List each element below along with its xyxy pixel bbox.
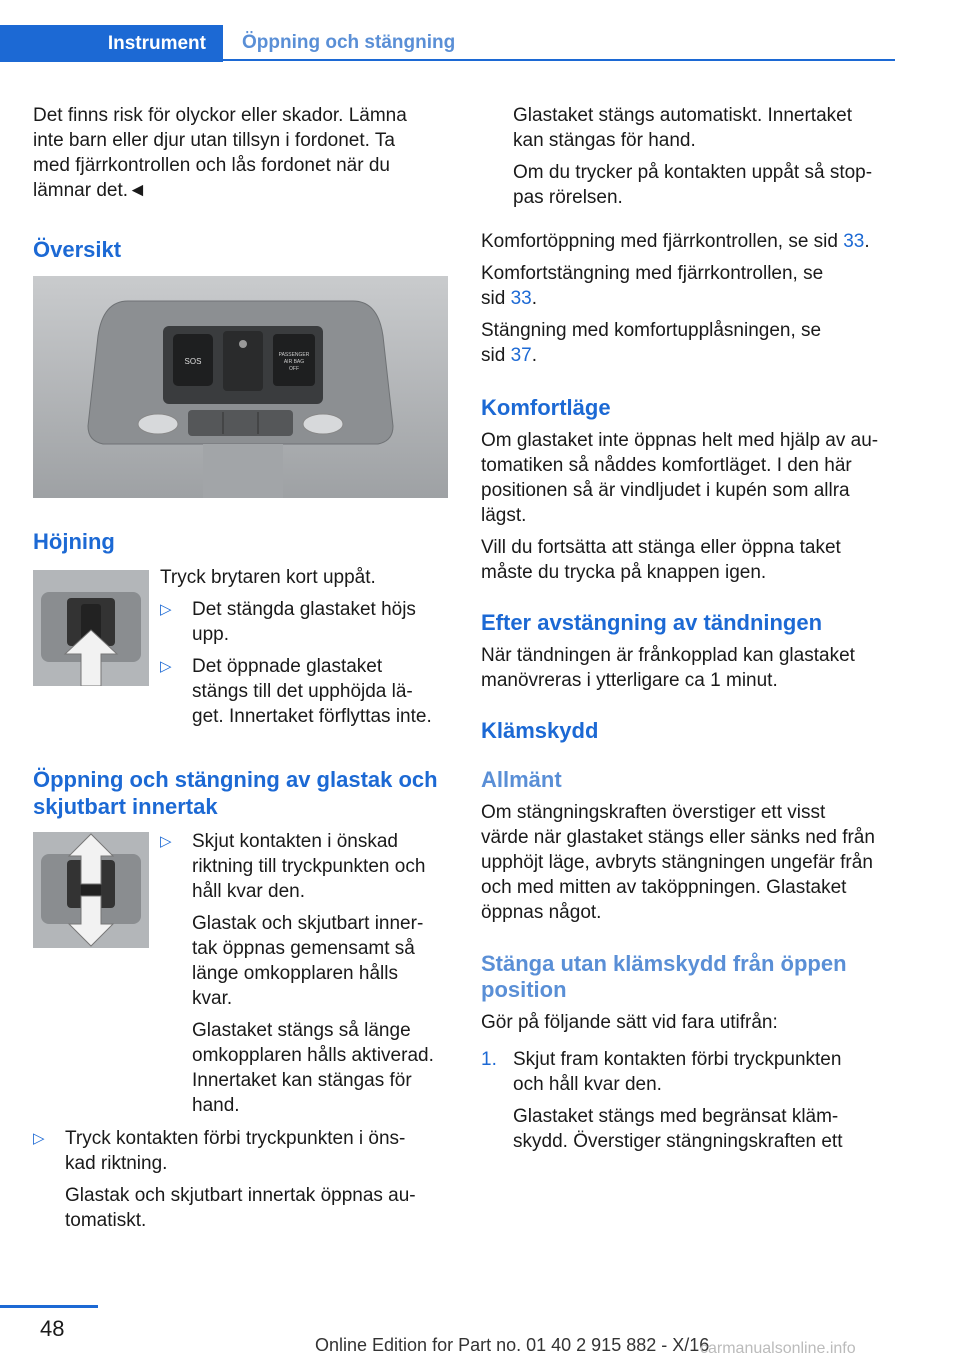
allmant-text (481, 800, 911, 925)
oppning-bullet-1 (160, 829, 455, 1125)
text-line: riktning till tryckpunkten och (192, 856, 426, 877)
text-line: måste du trycka på knappen igen. (481, 562, 767, 583)
text-line: och med mitten av taköppningen. Glastaket (481, 877, 847, 898)
text-line: Innertaket kan stängas för (192, 1070, 412, 1091)
airbag-label-2: AIR BAG (283, 359, 305, 365)
text-line: Om stängningskraften överstiger ett visst (481, 802, 826, 823)
reference-list (481, 229, 911, 368)
triangle-bullet-icon: ▷ (33, 1130, 45, 1147)
text-line: Skjut fram kontakten förbi tryckpunkten (513, 1049, 842, 1070)
text-line: kad riktning. (65, 1153, 168, 1174)
text-line: stängs till det upphöjda lä‐ (192, 681, 413, 702)
roof-console-illustration (33, 276, 448, 498)
text-line: Det öppnade glastaket (192, 656, 383, 677)
text-line: med fjärrkontrollen och lås fordonet när du (33, 155, 390, 176)
step-number: 1. (481, 1049, 497, 1070)
text-line: sid (481, 288, 511, 309)
text-line: Vill du fortsätta att stänga eller öppna taket (481, 537, 841, 558)
text-line: Glastaket stängs automatiskt. Innertaket (513, 105, 853, 126)
text-line: manövreras i ytterligare ca 1 minut. (481, 670, 778, 691)
tab-oppning-label: Öppning och stängning (242, 31, 456, 53)
reference-komfortoppning: Komfortöppning med fjärrkontrollen, se sid 33. (481, 231, 870, 252)
text-line: Glastaket stängs med begränsat kläm‐ (513, 1106, 839, 1127)
watermark: carmanualsonline.info (700, 1340, 856, 1357)
continued-bullet-text (513, 103, 913, 210)
heading-allmant: Allmänt (481, 767, 562, 792)
text-line: Komfortöppning med fjärrkontrollen, se sid (481, 231, 844, 252)
text-line: lägst. (481, 505, 527, 526)
text-line: Komfortstängning med fjärrkontrollen, se (481, 263, 824, 284)
text-line: positionen så är vindljudet i kupén som allra (481, 480, 850, 501)
heading-line: Stänga utan klämskydd från öppen (481, 951, 847, 976)
text-line: Det finns risk för olyckor eller skador. Lämna (33, 105, 407, 126)
text-line: Tryck kontakten förbi tryckpunkten i öns‐ (65, 1128, 406, 1149)
efter-text (481, 643, 911, 693)
text-line: Glastak och skjutbart innertak öppnas au‐ (65, 1185, 416, 1206)
airbag-label-3: OFF (289, 366, 299, 372)
tab-instrument-label: Instrument (107, 33, 206, 54)
komfortlage-text (481, 428, 911, 585)
heading-komfortlage: Komfortläge (481, 395, 611, 420)
overview-image (33, 276, 448, 498)
heading-oppning-stangning (33, 766, 463, 820)
footer-accent-line (0, 1305, 98, 1308)
text-line: och håll kvar den. (513, 1074, 662, 1095)
page-number: 48 (40, 1316, 65, 1341)
text-line: Glastaket stängs så länge (192, 1020, 411, 1041)
hojning-image (33, 570, 149, 686)
text-line: omkopplaren hålls aktiverad. (192, 1045, 434, 1066)
text-line: värde när glastaket stängs eller sänks ned från (481, 827, 875, 848)
text-line: Om glastaket inte öppnas helt med hjälp av au‐ (481, 430, 879, 451)
tab-instrument[interactable] (0, 25, 223, 62)
text-line: hand. (192, 1095, 240, 1116)
header-tabs (0, 25, 895, 62)
list-item (481, 1047, 911, 1161)
heading-line: skjutbart innertak (33, 794, 218, 819)
stanga-steps (481, 1047, 911, 1161)
heading-line: Öppning och stängning av glastak och (33, 767, 438, 792)
heading-hojning: Höjning (33, 529, 115, 554)
oppning-bullet-2 (33, 1126, 458, 1240)
heading-line: position (481, 977, 567, 1002)
triangle-bullet-icon: ▷ (160, 658, 172, 675)
list-item (160, 597, 455, 654)
text-line: tak öppnas gemensamt så (192, 938, 415, 959)
list-item (33, 1126, 458, 1240)
switch-both-illustration (33, 832, 149, 948)
text-line: Stängning med komfortupplåsningen, se (481, 320, 822, 341)
text-line: tomatiken så nåddes komfortläget. I den här (481, 455, 852, 476)
heading-efter-avstangning: Efter avstängning av tändningen (481, 610, 823, 635)
reference-komfortstangning: Komfortstängning med fjärrkontrollen, se sid 33. (481, 263, 824, 309)
tab-oppning-och-stangning[interactable] (242, 25, 455, 59)
oppning-image (33, 832, 149, 948)
text-line: skydd. Överstiger stängningskraften ett (513, 1131, 843, 1152)
text-line: Glastak och skjutbart inner‐ (192, 913, 424, 934)
triangle-bullet-icon: ▷ (160, 601, 172, 618)
hojning-content (160, 565, 455, 736)
text-line: kvar. (192, 988, 233, 1009)
text-line: sid (481, 345, 511, 366)
list-item (160, 654, 455, 736)
text-line: lämnar det.◄ (33, 180, 147, 201)
text-line: kan stängas för hand. (513, 130, 696, 151)
heading-stanga-utan-klamskydd (481, 951, 901, 1003)
text-line: Det stängda glastaket höjs (192, 599, 416, 620)
switch-up-illustration (33, 570, 149, 686)
text-line: upp. (192, 624, 229, 645)
text-line: pas rörelsen. (513, 187, 623, 208)
triangle-bullet-icon: ▷ (160, 833, 172, 850)
text-line: Skjut kontakten i önskad (192, 831, 398, 852)
text-line: När tändningen är frånkopplad kan glastaket (481, 645, 855, 666)
hojning-intro: Tryck brytaren kort uppåt. (160, 567, 376, 588)
edition-text: Online Edition for Part no. 01 40 2 915 882 - X/16 (315, 1335, 710, 1355)
intro-paragraph (33, 103, 453, 203)
text-line: Om du trycker på kontakten uppåt så stop‐ (513, 162, 873, 183)
text-line: get. Innertaket förflyttas inte. (192, 706, 432, 727)
page-link-37[interactable]: 37 (510, 345, 532, 366)
text-line: håll kvar den. (192, 881, 306, 902)
sos-label: SOS (184, 357, 202, 366)
text-line: upphöjt läge, avbryts stängningen ungefär från (481, 852, 873, 873)
page-link-33[interactable]: 33 (510, 288, 532, 309)
text-line: inte barn eller djur utan tillsyn i fordonet. Ta (33, 130, 395, 151)
airbag-label-1: PASSENGER (278, 352, 310, 358)
stanga-intro: Gör på följande sätt vid fara utifrån: (481, 1012, 778, 1033)
text-line: tomatiskt. (65, 1210, 147, 1231)
heading-klamskydd: Klämskydd (481, 718, 599, 743)
tab-underline (223, 59, 895, 61)
page-link-33[interactable]: 33 (843, 231, 865, 252)
list-item (160, 829, 455, 1125)
reference-komfortupplasning: Stängning med komfortupplåsningen, se sid 37. (481, 320, 822, 366)
text-line: öppnas något. (481, 902, 602, 923)
text-line: länge omkopplaren hålls (192, 963, 398, 984)
heading-oversikt: Översikt (33, 237, 122, 262)
